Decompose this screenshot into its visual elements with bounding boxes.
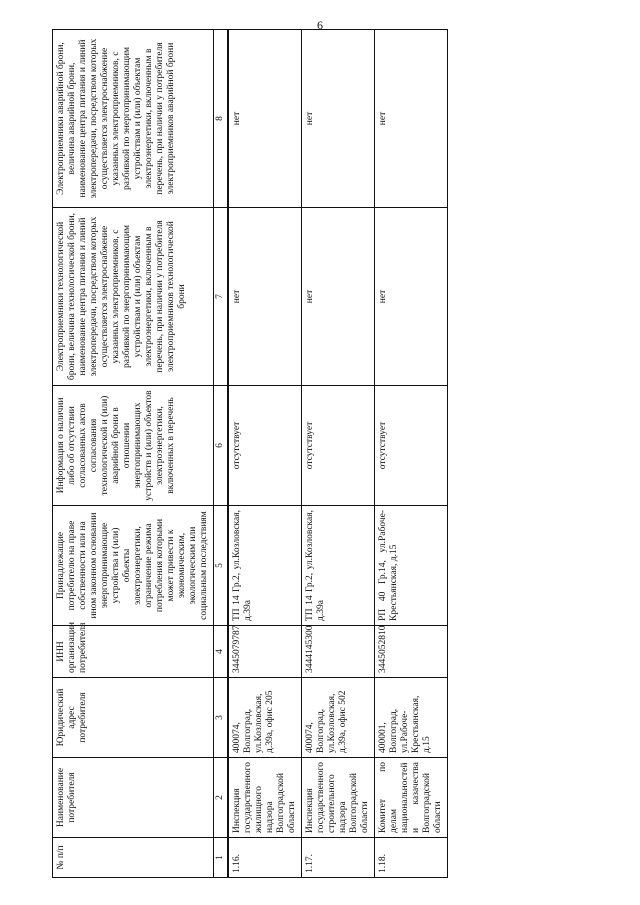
header-tech-reserve: Электроприемники технологической брони, величина технологической брони, наименование центра питания и линий электропередачи, посредством которых осуществляется электроснабжение указанных электроприемников, с разбивкой по энергопринимающим устройствам и (или) объектам электроэнергетики, включенным в перечень, при наличии у потребителя электроприемников технологической брони	[53, 208, 214, 386]
header-emergency-reserve: Электроприемники аварийной брони, величина аварийной брони, наименование центра питания и линий электропередачи, посредством которых осуществляется электроснабжение указанных электроприемников, с разбивкой по энергопринимающим устройствам и (или) объектам электроэнергетики, включенным в перечень, при наличии у потребителя электроприемников аварийной брони	[53, 30, 214, 208]
consumer-address: 400001, Волгоград, ул.Рабоче-Крестьянская, д.15	[375, 678, 448, 758]
column-number: 5	[214, 506, 229, 626]
consumer-inn: 3444145300	[302, 626, 375, 678]
acts-status: отсутствует	[228, 386, 302, 506]
consumer-devices: ТП 14 Гр.2, ул.Козловская, д.39а	[302, 506, 375, 626]
emergency-reserve-value: нет	[228, 30, 302, 208]
header-number: № п/п	[53, 838, 214, 878]
header-name: Наименование потребителя	[53, 758, 214, 838]
consumer-name: Комитет по делам национальностей и казачества Волгоградской области	[375, 758, 448, 838]
header-devices: Принадлежащие потребителю на праве собственности или на ином законном основании энергопринимающие устройства и (или) объекты электроэнергетики, ограничение режима потребления которыми может привести к экономическим, экологическим или социальным последствиям	[53, 506, 214, 626]
consumer-devices: ТП 14 Гр.2, ул.Козловская, д.39а	[228, 506, 302, 626]
column-number: 3	[214, 678, 229, 758]
table-row	[302, 30, 375, 878]
page-number: 6	[317, 18, 323, 32]
emergency-reserve-value: нет	[302, 30, 375, 208]
header-row	[53, 30, 214, 878]
emergency-reserve-value: нет	[375, 30, 448, 208]
consumer-address: 400074, Волгоград, ул.Козловская, д.39а, офис 205	[228, 678, 302, 758]
consumer-inn: 3445079787	[228, 626, 302, 678]
tech-reserve-value: нет	[302, 208, 375, 386]
acts-status: отсутствует	[302, 386, 375, 506]
column-number: 2	[214, 758, 229, 838]
consumer-inn: 3445052810	[375, 626, 448, 678]
table-row	[375, 30, 448, 878]
column-number: 8	[214, 30, 229, 208]
rotated-table-wrapper	[52, 30, 443, 878]
column-number: 6	[214, 386, 229, 506]
consumer-name: Инспекция государственного строительного надзора Волгоградской области	[302, 758, 375, 838]
column-number: 4	[214, 626, 229, 678]
column-number: 1	[214, 838, 229, 878]
acts-status: отсутствует	[375, 386, 448, 506]
tech-reserve-value: нет	[228, 208, 302, 386]
row-number: 1.17.	[302, 838, 375, 878]
header-acts: Информация о наличии либо об отсутствии согласованных актов согласования технологической и (или) аварийной брони в отношении энергопринимающих устройств и (или) объектов электроэнергетики, включенных в перечень	[53, 386, 214, 506]
header-inn: ИНН организации потребителя	[53, 626, 214, 678]
column-number: 7	[214, 208, 229, 386]
column-number-row	[214, 30, 229, 878]
consumer-name: Инспекция государственного жилищного надзора Волгоградской области	[228, 758, 302, 838]
consumer-devices: РП 40 Гр.14, ул.Рабоче-Крестьянская, д.15	[375, 506, 448, 626]
header-address: Юридический адрес потребителя	[53, 678, 214, 758]
row-number: 1.16.	[228, 838, 302, 878]
consumer-table	[52, 29, 448, 878]
table-row	[228, 30, 302, 878]
row-number: 1.18.	[375, 838, 448, 878]
tech-reserve-value: нет	[375, 208, 448, 386]
consumer-address: 400074, Волгоград, ул.Козловская, д.39а, офис 502	[302, 678, 375, 758]
